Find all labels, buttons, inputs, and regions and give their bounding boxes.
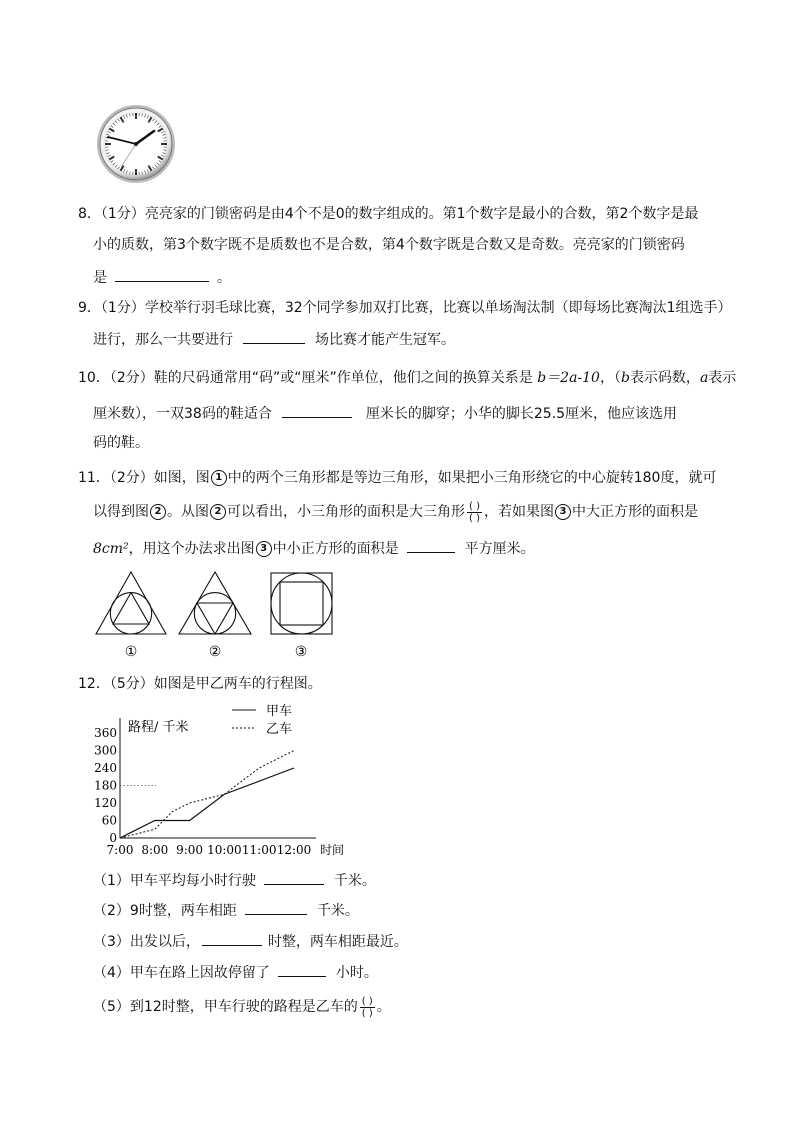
circled-number: 2 <box>210 504 226 520</box>
question-number: 10．（2分） <box>78 370 154 386</box>
y-tick-label: 0 <box>109 831 117 845</box>
legend-label: 甲车 <box>266 704 293 719</box>
question-text: 。 <box>376 999 391 1015</box>
question-text: （5）到12时整，甲车行驶的路程是乙车的 <box>93 999 358 1015</box>
question-text: 千米。 <box>333 873 376 889</box>
question-number: 12．（5分） <box>78 676 154 692</box>
y-tick-label: 180 <box>94 778 117 793</box>
y-tick-label: 300 <box>94 743 117 758</box>
clock-figure <box>96 101 178 187</box>
variable: b <box>620 370 630 386</box>
x-tick-label: 7:00 <box>106 843 134 857</box>
x-tick-label: 8:00 <box>141 843 169 857</box>
y-tick-label: 60 <box>101 813 117 828</box>
question-text: 厘米数），一双38码的鞋适合 <box>93 406 272 422</box>
question-text: 是 <box>93 270 107 286</box>
question-text: 亮亮家的门锁密码是由4个不是0的数字组成的。第1个数字是最小的合数，第2个数字是最 <box>144 206 699 222</box>
question-text: 鞋的尺码通常用“码”或“厘米”作单位，他们之间的换算关系是 <box>153 370 533 386</box>
question-text: 表示码数， <box>629 370 700 386</box>
answer-blank[interactable] <box>245 900 307 915</box>
question-text: 。 <box>217 270 231 286</box>
y-tick-label: 240 <box>94 761 117 775</box>
x-axis-label: 时间 <box>320 843 345 857</box>
answer-blank[interactable] <box>278 962 326 977</box>
series-line <box>120 768 294 838</box>
travel-chart <box>80 700 370 862</box>
answer-blank[interactable] <box>202 931 262 946</box>
area-value: 8cm² <box>93 541 129 557</box>
question-text: 学校举行羽毛球比赛，32个同学参加双打比赛，比赛以单场淘汰制（即每场比赛淘汰1组选手） <box>144 300 732 316</box>
question-text: ，用这个办法求出图 <box>128 541 255 557</box>
answer-blank[interactable] <box>115 267 209 282</box>
question-text: 如图，图 <box>153 470 210 486</box>
circled-number: 3 <box>256 541 272 557</box>
question-text: 可以看出，小三角形的面积是大三角形 <box>227 504 465 520</box>
legend-label: 乙车 <box>266 722 293 737</box>
question-text: 码的鞋。 <box>93 435 149 451</box>
answer-blank[interactable] <box>264 870 324 885</box>
y-axis-label: 路程/ 千米 <box>128 720 189 735</box>
question-number: 9．（1分） <box>78 300 145 316</box>
figure-1 <box>96 572 166 634</box>
fraction-blank[interactable]: $\frac{( )}{( )}$ <box>361 995 373 1019</box>
answer-blank[interactable] <box>407 538 455 553</box>
question-text: 时整，两车相距最近。 <box>267 934 408 950</box>
question-text: 场比赛才能产生冠军。 <box>315 332 455 348</box>
question-text: ，若如果图 <box>483 504 554 520</box>
question-text: 中大正方形的面积是 <box>571 504 698 520</box>
x-tick-label: 12:00 <box>276 843 312 857</box>
geometry-figures <box>93 570 343 662</box>
figure-3 <box>271 573 332 634</box>
y-tick-label: 120 <box>94 796 117 810</box>
question-text: 。从图 <box>167 504 209 520</box>
question-number: 8．（1分） <box>78 206 145 222</box>
figure-label: ② <box>208 644 222 660</box>
question-text: 小的质数，第3个数字既不是质数也不是合数，第4个数字既是合数又是奇数。亮亮家的门锁密码 <box>93 237 685 253</box>
question-text: （2）9时整，两车相距 <box>93 903 237 919</box>
variable: a <box>699 370 709 386</box>
question-text: 中小正方形的面积是 <box>272 541 399 557</box>
question-text: 平方厘米。 <box>464 541 535 557</box>
figure-label: ① <box>124 644 138 660</box>
x-tick-label: 11:00 <box>241 843 277 857</box>
question-text: 表示 <box>708 370 737 386</box>
circled-number: 3 <box>555 504 571 520</box>
question-text: （3）出发以后， <box>93 934 200 950</box>
question-text: 厘米长的脚穿；小华的脚长25.5厘米，他应该选用 <box>365 406 677 422</box>
formula: b＝2a-10 <box>537 370 600 386</box>
answer-blank[interactable] <box>282 403 352 418</box>
question-text: 以得到图 <box>93 504 149 520</box>
figure-label: ③ <box>294 644 308 660</box>
question-text: （4）甲车在路上因故停留了 <box>93 965 270 981</box>
question-text: 千米。 <box>316 903 359 919</box>
figure-2 <box>179 572 251 634</box>
question-number: 11．（2分） <box>78 470 154 486</box>
question-text: （1）甲车平均每小时行驶 <box>93 873 256 889</box>
fraction-blank[interactable]: $\frac{( )}{( )}$ <box>469 500 480 524</box>
x-tick-label: 10:00 <box>207 843 242 857</box>
circled-number: 2 <box>150 504 166 520</box>
question-text: 如图是甲乙两车的行程图。 <box>153 676 322 692</box>
question-text: 中的两个三角形都是等边三角形，如果把小三角形绕它的中心旋转180度，就可 <box>227 470 717 486</box>
x-tick-label: 9:00 <box>176 843 204 857</box>
y-tick-label: 360 <box>94 726 117 740</box>
question-text: 小时。 <box>335 965 378 981</box>
answer-blank[interactable] <box>243 329 305 344</box>
circled-number: 1 <box>211 470 227 486</box>
question-text: 进行，那么一共要进行 <box>93 332 233 348</box>
question-text: ，（ <box>599 370 621 386</box>
